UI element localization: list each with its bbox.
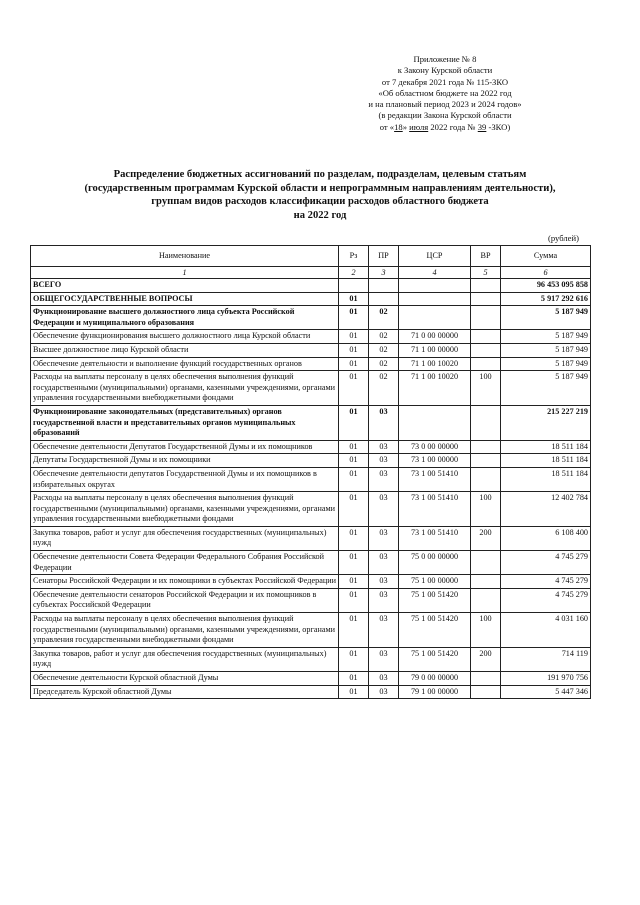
- column-number: 4: [399, 267, 471, 279]
- cell-vr: [471, 467, 501, 491]
- cell-name: Обеспечение деятельности Совета Федерации Федерального Собрания Российской Федерации: [31, 551, 339, 575]
- edition-month: июля: [409, 121, 429, 132]
- cell-name: Обеспечение деятельности депутатов Государственной Думы и их помощников в избирательных округах: [31, 467, 339, 491]
- cell-vr: [471, 685, 501, 699]
- edition-day: 18: [394, 121, 403, 132]
- cell-vr: [471, 306, 501, 330]
- cell-rz: 01: [339, 526, 369, 550]
- cell-name: Обеспечение деятельности Депутатов Государственной Думы и их помощников: [31, 440, 339, 454]
- cell-sum: 5 187 949: [501, 343, 591, 357]
- cell-sum: 191 970 756: [501, 672, 591, 686]
- cell-pr: 03: [369, 588, 399, 612]
- table-row: [31, 551, 591, 575]
- table-row: [31, 306, 591, 330]
- appendix-block: [330, 54, 560, 133]
- cell-vr: 100: [471, 492, 501, 527]
- cell-csr: 75 1 00 51420: [399, 588, 471, 612]
- table-row: [31, 440, 591, 454]
- cell-sum: 5 917 292 616: [501, 292, 591, 306]
- cell-csr: 75 1 00 00000: [399, 575, 471, 589]
- cell-pr: 03: [369, 492, 399, 527]
- table-row: [31, 685, 591, 699]
- cell-pr: 03: [369, 613, 399, 648]
- cell-sum: 12 402 784: [501, 492, 591, 527]
- cell-rz: 01: [339, 440, 369, 454]
- appendix-line: от 7 декабря 2021 года № 115-ЗКО: [381, 76, 509, 87]
- table-row: [31, 371, 591, 406]
- cell-csr: 73 1 00 51410: [399, 492, 471, 527]
- cell-rz: [339, 279, 369, 293]
- cell-name: Функционирование законодательных (представительных) органов государственной власти и представительных органов муниципальных образований: [31, 405, 339, 440]
- column-number-row: [31, 267, 591, 279]
- header-vr: ВР: [471, 246, 501, 267]
- cell-rz: 01: [339, 454, 369, 468]
- table-row: [31, 405, 591, 440]
- edition-mid1: »: [402, 121, 407, 132]
- cell-pr: 02: [369, 330, 399, 344]
- cell-csr: 73 0 00 00000: [399, 440, 471, 454]
- cell-rz: 01: [339, 357, 369, 371]
- cell-pr: 02: [369, 306, 399, 330]
- cell-sum: 714 119: [501, 647, 591, 671]
- cell-csr: 79 1 00 00000: [399, 685, 471, 699]
- column-number: 2: [339, 267, 369, 279]
- cell-sum: 5 187 949: [501, 306, 591, 330]
- cell-sum: 96 453 095 858: [501, 279, 591, 293]
- cell-pr: 03: [369, 672, 399, 686]
- table-row: [31, 357, 591, 371]
- header-csr: ЦСР: [399, 246, 471, 267]
- cell-name: Высшее должностное лицо Курской области: [31, 343, 339, 357]
- cell-name: ВСЕГО: [31, 279, 339, 293]
- cell-csr: [399, 292, 471, 306]
- header-pr: ПР: [369, 246, 399, 267]
- cell-rz: 01: [339, 588, 369, 612]
- cell-vr: [471, 279, 501, 293]
- cell-vr: [471, 330, 501, 344]
- cell-sum: 4 745 279: [501, 575, 591, 589]
- cell-csr: [399, 279, 471, 293]
- edition-prefix: от «: [379, 121, 395, 132]
- title-line: на 2022 год: [293, 209, 347, 221]
- table-row: [31, 279, 591, 293]
- table-row: [31, 343, 591, 357]
- cell-csr: 79 0 00 00000: [399, 672, 471, 686]
- cell-pr: [369, 279, 399, 293]
- table-row: [31, 492, 591, 527]
- cell-name: Расходы на выплаты персоналу в целях обеспечения выполнения функций государственными (муниципальными) органами, казенными учреждениями, органами управления государственными внебюджетными фондами: [31, 613, 339, 648]
- appendix-edition-line: [330, 122, 560, 133]
- table-header-row: [31, 246, 591, 267]
- cell-csr: [399, 405, 471, 440]
- cell-pr: 03: [369, 467, 399, 491]
- cell-rz: 01: [339, 405, 369, 440]
- cell-pr: [369, 292, 399, 306]
- cell-vr: [471, 454, 501, 468]
- cell-vr: [471, 405, 501, 440]
- cell-name: Обеспечение деятельности и выполнение функций государственных органов: [31, 357, 339, 371]
- document-title: [40, 168, 600, 222]
- table-row: [31, 588, 591, 612]
- header-sum: Сумма: [501, 246, 591, 267]
- cell-pr: 02: [369, 343, 399, 357]
- cell-name: Закупка товаров, работ и услуг для обеспечения государственных (муниципальных) нужд: [31, 526, 339, 550]
- appendix-line: к Закону Курской области: [397, 65, 493, 76]
- cell-sum: 18 511 184: [501, 440, 591, 454]
- column-number: 5: [471, 267, 501, 279]
- cell-rz: 01: [339, 306, 369, 330]
- column-number: 1: [31, 267, 339, 279]
- appendix-line: (в редакции Закона Курской области: [378, 110, 512, 121]
- cell-csr: 75 1 00 51420: [399, 647, 471, 671]
- table-row: [31, 454, 591, 468]
- cell-vr: 100: [471, 371, 501, 406]
- cell-vr: [471, 343, 501, 357]
- cell-name: Расходы на выплаты персоналу в целях обеспечения выполнения функций государственными (муниципальными) органами, казенными учреждениями, органами управления государственными внебюджетными фондами: [31, 492, 339, 527]
- table-row: [31, 575, 591, 589]
- cell-csr: 71 0 00 00000: [399, 330, 471, 344]
- cell-name: Обеспечение деятельности Курской областной Думы: [31, 672, 339, 686]
- cell-pr: 03: [369, 440, 399, 454]
- cell-name: Обеспечение функционирования высшего должностного лица Курской области: [31, 330, 339, 344]
- appendix-line: Приложение № 8: [413, 54, 477, 64]
- cell-pr: 03: [369, 685, 399, 699]
- edition-mid2: 2022 года №: [430, 121, 476, 132]
- cell-csr: 71 1 00 00000: [399, 343, 471, 357]
- table-row: [31, 292, 591, 306]
- cell-rz: 01: [339, 672, 369, 686]
- edition-suffix: -ЗКО): [488, 121, 511, 132]
- cell-sum: 6 108 400: [501, 526, 591, 550]
- cell-vr: [471, 575, 501, 589]
- table-row: [31, 647, 591, 671]
- cell-rz: 01: [339, 685, 369, 699]
- cell-vr: 100: [471, 613, 501, 648]
- cell-vr: [471, 672, 501, 686]
- cell-name: Закупка товаров, работ и услуг для обеспечения государственных (муниципальных) нужд: [31, 647, 339, 671]
- cell-vr: [471, 551, 501, 575]
- cell-rz: 01: [339, 492, 369, 527]
- cell-pr: 03: [369, 647, 399, 671]
- cell-sum: 5 187 949: [501, 357, 591, 371]
- cell-csr: 75 0 00 00000: [399, 551, 471, 575]
- budget-table: [30, 245, 591, 699]
- column-number: 6: [501, 267, 591, 279]
- cell-name: Функционирование высшего должностного лица субъекта Российской Федерации и муниципального образования: [31, 306, 339, 330]
- cell-name: Депутаты Государственной Думы и их помощники: [31, 454, 339, 468]
- header-name: Наименование: [31, 246, 339, 267]
- table-body: [31, 279, 591, 699]
- cell-sum: 4 745 279: [501, 551, 591, 575]
- cell-rz: 01: [339, 371, 369, 406]
- cell-sum: 4 031 160: [501, 613, 591, 648]
- cell-vr: [471, 357, 501, 371]
- cell-sum: 5 187 949: [501, 330, 591, 344]
- cell-vr: [471, 292, 501, 306]
- cell-csr: 71 1 00 10020: [399, 371, 471, 406]
- cell-sum: 4 745 279: [501, 588, 591, 612]
- cell-pr: 02: [369, 357, 399, 371]
- cell-rz: 01: [339, 292, 369, 306]
- cell-csr: [399, 306, 471, 330]
- edition-number: 39: [477, 121, 487, 132]
- cell-csr: 73 1 00 51410: [399, 467, 471, 491]
- cell-rz: 01: [339, 647, 369, 671]
- cell-rz: 01: [339, 330, 369, 344]
- cell-rz: 01: [339, 551, 369, 575]
- cell-name: Расходы на выплаты персоналу в целях обеспечения выполнения функций государственными (муниципальными) органами, казенными учреждениями, органами управления государственными внебюджетными фондами: [31, 371, 339, 406]
- units-label: (рублей): [548, 233, 579, 243]
- cell-vr: [471, 440, 501, 454]
- cell-csr: 73 1 00 51410: [399, 526, 471, 550]
- cell-pr: 03: [369, 575, 399, 589]
- cell-rz: 01: [339, 613, 369, 648]
- cell-csr: 71 1 00 10020: [399, 357, 471, 371]
- cell-csr: 73 1 00 00000: [399, 454, 471, 468]
- table-row: [31, 330, 591, 344]
- cell-pr: 03: [369, 405, 399, 440]
- cell-pr: 03: [369, 551, 399, 575]
- cell-sum: 5 447 346: [501, 685, 591, 699]
- cell-pr: 03: [369, 526, 399, 550]
- cell-vr: 200: [471, 647, 501, 671]
- cell-csr: 75 1 00 51420: [399, 613, 471, 648]
- cell-sum: 18 511 184: [501, 454, 591, 468]
- cell-vr: 200: [471, 526, 501, 550]
- cell-name: Сенаторы Российской Федерации и их помощники в субъектах Российской Федерации: [31, 575, 339, 589]
- cell-pr: 02: [369, 371, 399, 406]
- cell-name: ОБЩЕГОСУДАРСТВЕННЫЕ ВОПРОСЫ: [31, 292, 339, 306]
- cell-name: Обеспечение деятельности сенаторов Российской Федерации и их помощников в субъектах Российской Федерации: [31, 588, 339, 612]
- appendix-line: и на плановый период 2023 и 2024 годов»: [368, 99, 522, 110]
- cell-sum: 215 227 219: [501, 405, 591, 440]
- cell-sum: 5 187 949: [501, 371, 591, 406]
- cell-vr: [471, 588, 501, 612]
- column-number: 3: [369, 267, 399, 279]
- title-line: группам видов расходов классификации расходов областного бюджета: [151, 196, 489, 208]
- table-row: [31, 613, 591, 648]
- table-row: [31, 672, 591, 686]
- title-line: Распределение бюджетных ассигнований по разделам, подразделам, целевым статьям: [113, 169, 527, 180]
- cell-rz: 01: [339, 343, 369, 357]
- table-row: [31, 467, 591, 491]
- title-line: (государственным программам Курской области и непрограммным направлениям деятельности),: [84, 182, 556, 194]
- cell-sum: 18 511 184: [501, 467, 591, 491]
- cell-name: Председатель Курской областной Думы: [31, 685, 339, 699]
- cell-pr: 03: [369, 454, 399, 468]
- header-rz: Рз: [339, 246, 369, 267]
- cell-rz: 01: [339, 575, 369, 589]
- appendix-line: «Об областном бюджете на 2022 год: [378, 87, 512, 98]
- cell-rz: 01: [339, 467, 369, 491]
- table-row: [31, 526, 591, 550]
